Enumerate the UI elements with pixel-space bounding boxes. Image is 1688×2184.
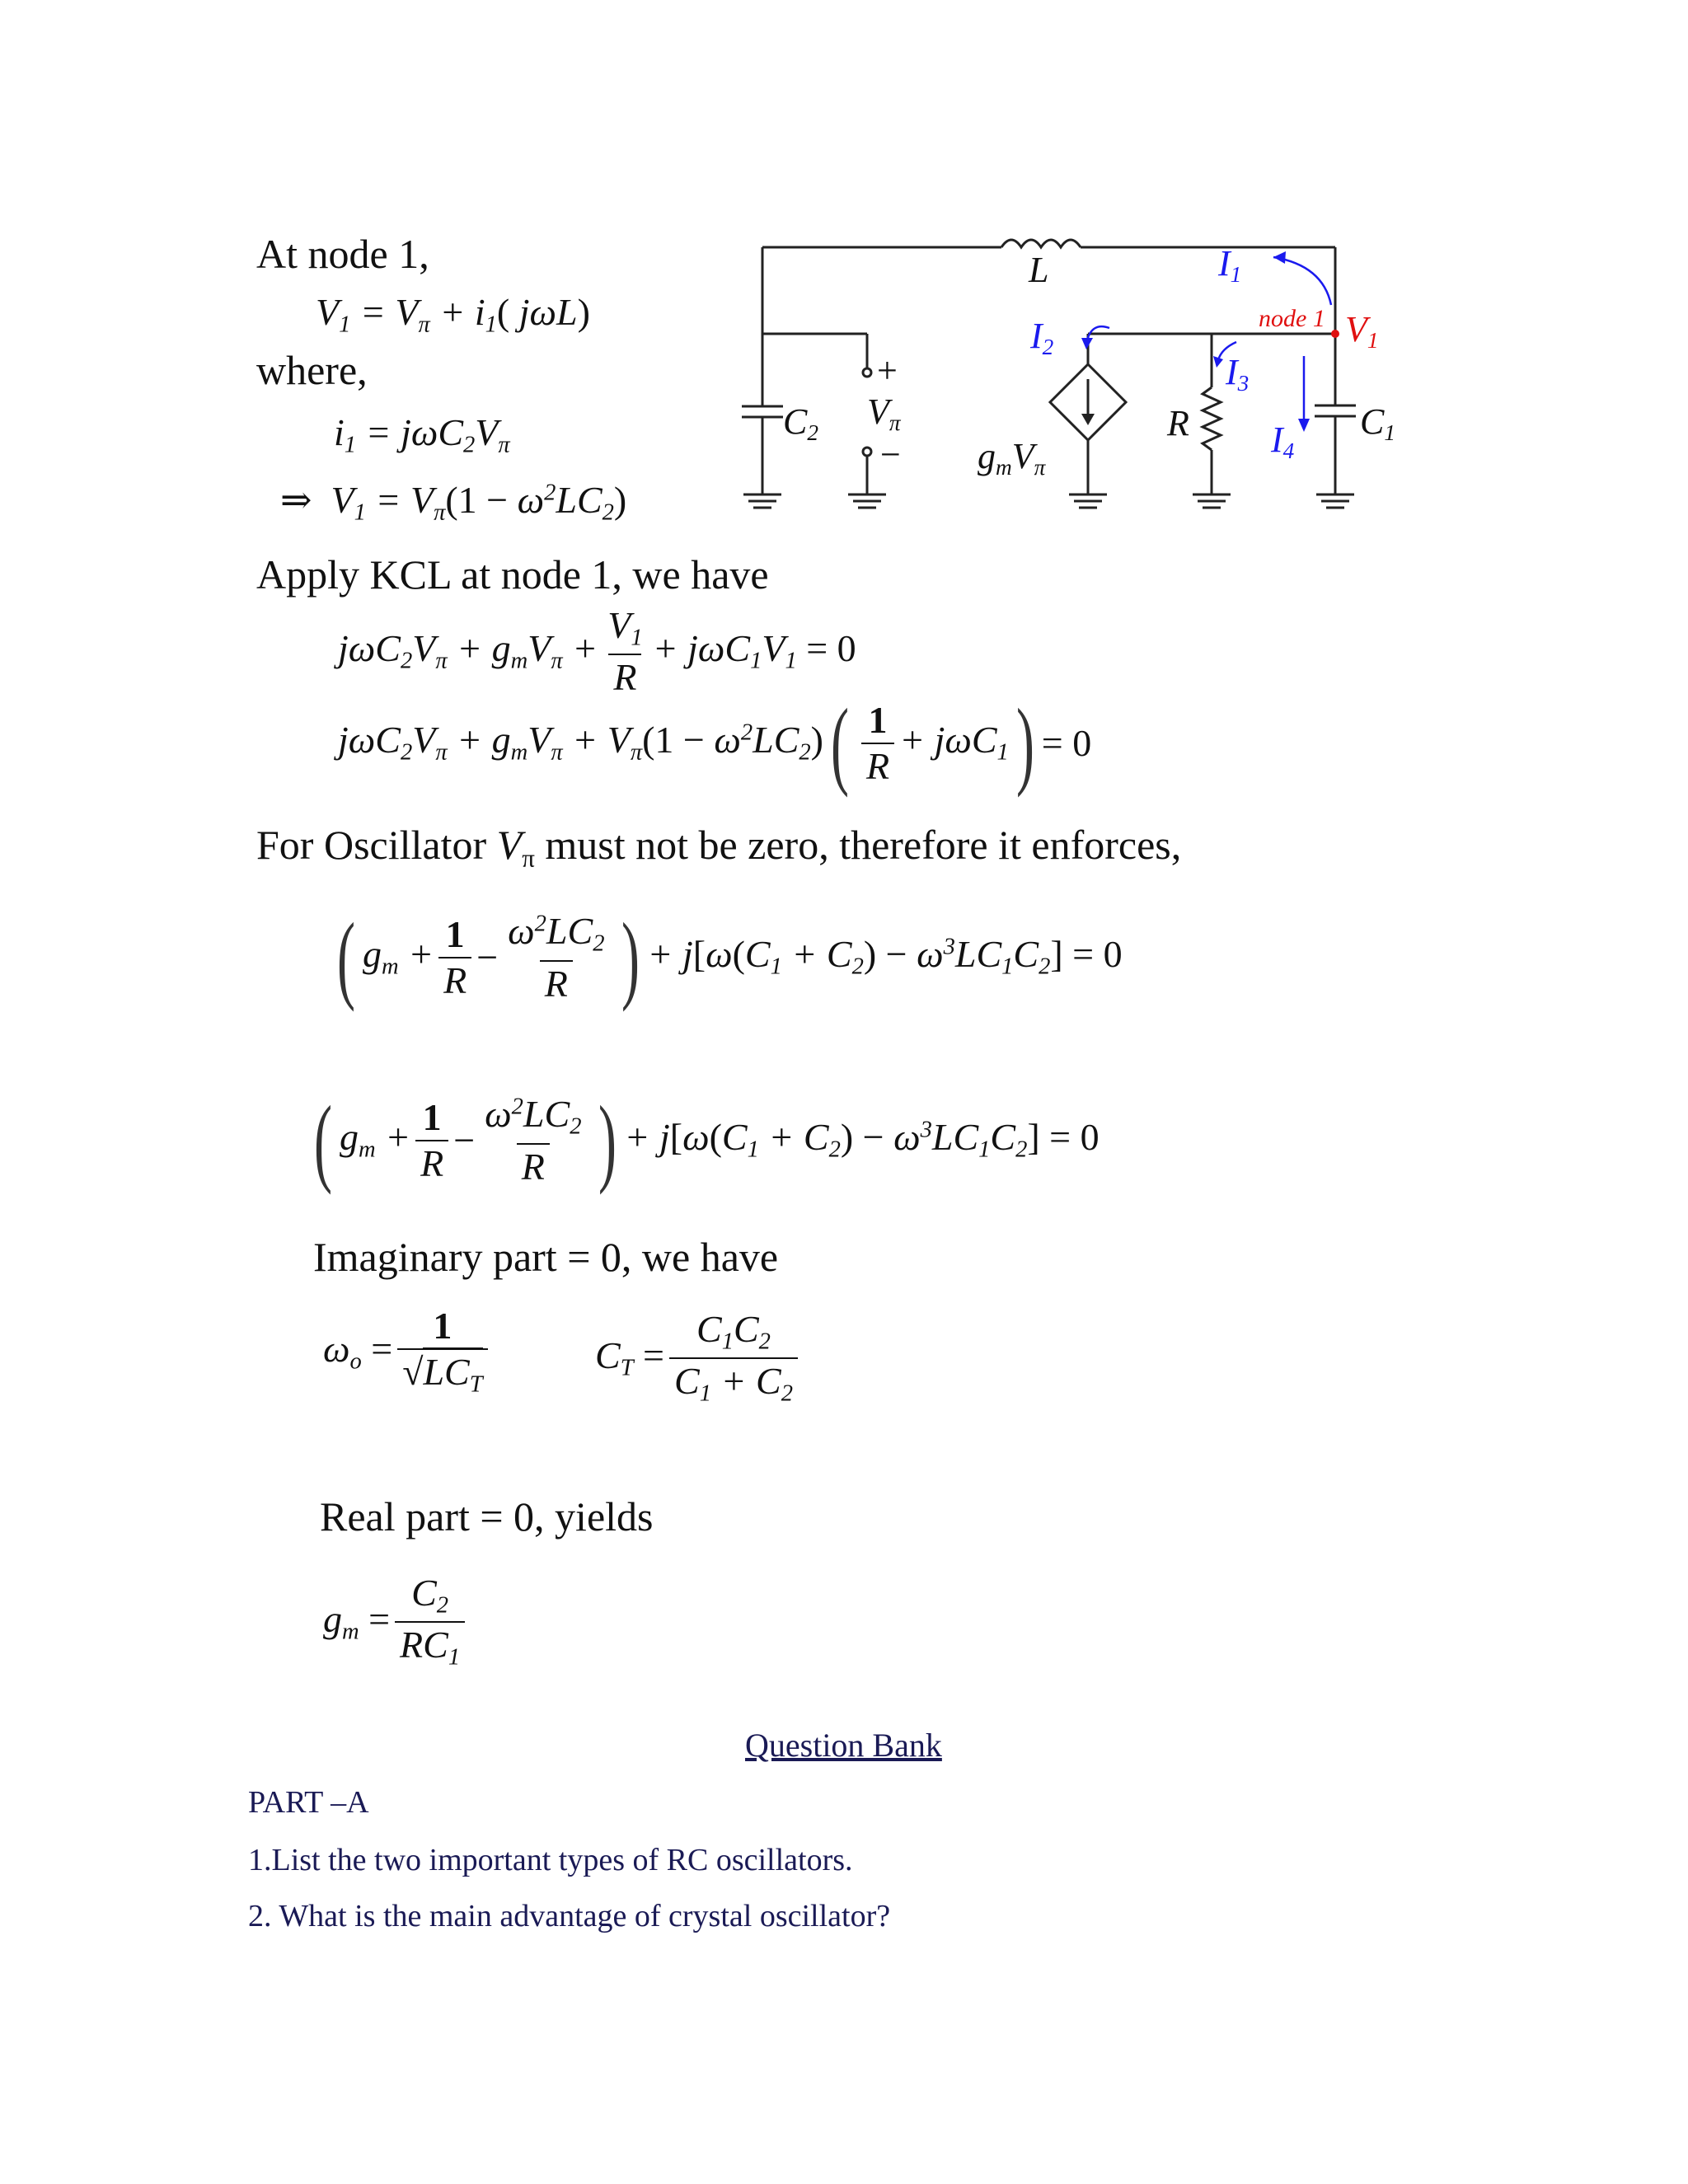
label-node-1: node 1 [1259, 305, 1325, 332]
label-gm-vpi: $g_mV_\pi$ [978, 436, 1046, 480]
imaginary-part-heading: Imaginary part = 0, we have [313, 1234, 779, 1280]
label-current-i4: $I_4$ [1271, 419, 1295, 464]
label-current-i2: $I_2$ [1030, 316, 1054, 360]
label-c1: $C_1$ [1360, 401, 1395, 446]
label-minus: − [880, 434, 901, 475]
real-part-heading: Real part = 0, yields [320, 1493, 654, 1540]
arrow-i1 [1273, 257, 1331, 305]
equation-v1-definition: $V_1 = V_\pi + i_1$( jωL) [316, 291, 590, 338]
equation-gm: $g_m$ = $\frac{C_2}{RC_1}$ [323, 1574, 470, 1670]
characteristic-equation-1: ( $g_m$ + $\frac{1}{R}$ − $\frac{\omega^2LC_2}{R}$ ) + $j[\omega(C_1 + C_2) - \omega^3LC_1C_2] = 0$ [336, 902, 1123, 1012]
label-current-i3: $I_3$ [1226, 352, 1250, 396]
label-c2: $C_2$ [783, 401, 818, 446]
colpitts-circuit-diagram [725, 223, 1434, 527]
inductor-coil [1001, 240, 1081, 247]
equation-c-t: $C_T$ = $\frac{C_1C_2}{C_1 + C_2}$ [595, 1310, 803, 1406]
label-current-i1: $I_1$ [1218, 243, 1242, 288]
equation-omega-o: $\omega_o$ = $\frac{1}{√LC_T}$ [323, 1307, 493, 1397]
kcl-equation-2: $j\omega C_2V_\pi + g_mV_\pi + V_\pi(1 - \omega^2LC_2)$ ( $\frac{1}{R}$ + jωC$_1$ ) = 0 [338, 688, 1092, 798]
terminal-minus [863, 448, 871, 456]
question-bank-title: Question Bank [745, 1727, 942, 1764]
terminal-plus [863, 368, 871, 377]
kcl-equation-1: $j\omega C_2V_\pi + g_mV_\pi$ + $\frac{V_1}{R}$ + $j\omega C_1V_1 = 0$ [338, 604, 856, 699]
label-v1: $V_1$ [1345, 309, 1379, 354]
equation-v1-result: ⇒ $V_1 = V_\pi(1 - \omega^2LC_2)$ [280, 479, 627, 526]
question-1: 1.List the two important types of RC oscillators. [248, 1843, 853, 1877]
at-node-heading: At node 1, [256, 231, 429, 277]
equation-i1: $i_1 = j\omega C_2V_\pi$ [334, 411, 510, 458]
question-2: 2. What is the main advantage of crystal oscillator? [248, 1899, 891, 1933]
apply-kcl-heading: Apply KCL at node 1, we have [256, 551, 769, 598]
oscillator-condition-text: For Oscillator $V_\pi$ must not be zero, therefore it enforces, [256, 822, 1182, 873]
part-a-heading: PART –A [248, 1785, 369, 1820]
resistor-zigzag [1203, 387, 1221, 450]
label-inductor: L [1029, 250, 1049, 290]
node-1-dot [1331, 330, 1339, 338]
characteristic-equation-2: ( $g_m$ + $\frac{1}{R}$ − $\frac{\omega^2LC_2}{R}$ ) + $j[\omega(C_1 + C_2) - \omega^3LC_1C_2] = 0$ [313, 1085, 1100, 1195]
label-vpi: $V_\pi$ [867, 391, 901, 436]
where-text: where, [256, 347, 368, 393]
label-resistor: R [1167, 403, 1189, 443]
label-plus: + [877, 350, 898, 391]
